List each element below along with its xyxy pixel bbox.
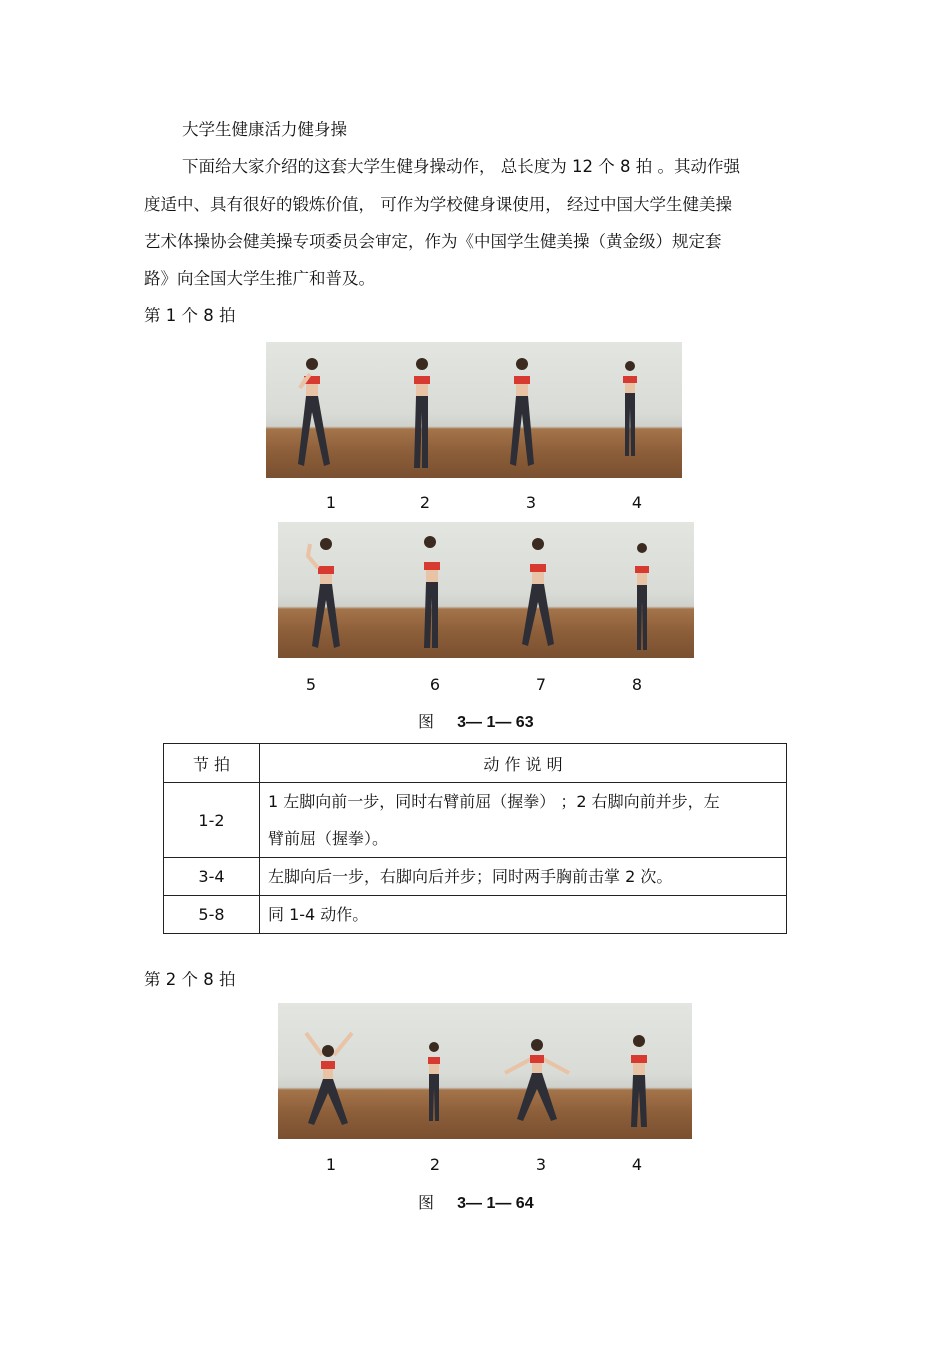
photo-label: 1 [325,493,337,512]
photo-strip-row-3 [278,1003,692,1139]
table-header-row [164,744,787,783]
table-row [164,896,787,934]
photo-label: 4 [631,493,643,512]
document-title: 大学生健康活力健身操 [182,120,347,139]
desc-line: 臂前屈（握拳）。 [268,829,389,848]
exercise-photo [278,1003,382,1139]
figure-caption-63 [418,709,534,732]
photo-strip-row-1 [266,342,682,478]
photo-label: 3 [535,1155,547,1174]
figure-caption-prefix: 图 [418,1193,435,1212]
exercise-photo [589,1003,693,1139]
exercise-photo [485,1003,589,1139]
exercise-photo [278,522,382,658]
section-1-heading: 第 1 个 8 拍 [144,306,236,325]
photo-label: 7 [535,675,547,694]
figure-caption-64 [418,1190,534,1213]
table-row [164,783,787,858]
intro-line-3: 艺术体操协会健美操专项委员会审定，作为《中国学生健美操（黄金级）规定套 [144,232,722,251]
photo-label: 4 [631,1155,643,1174]
table-cell-beat: 1-2 [164,783,260,858]
table-cell-desc: 同 1-4 动作。 [260,896,787,934]
figure-caption-prefix: 图 [418,712,435,731]
figure-caption-number: 3— 1— 63 [457,714,534,731]
photo-label: 6 [429,675,441,694]
exercise-photo [578,342,682,478]
section-2-heading: 第 2 个 8 拍 [144,970,236,989]
table-header-desc: 动 作 说 明 [260,744,787,783]
exercise-photo [474,342,578,478]
exercise-photo [266,342,370,478]
intro-line-1: 下面给大家介绍的这套大学生健身操动作， 总长度为 12 个 8 拍 。其动作强 [182,157,740,176]
photo-label: 8 [631,675,643,694]
photo-label: 2 [419,493,431,512]
exercise-photo [382,522,486,658]
photo-label: 3 [525,493,537,512]
table-row [164,858,787,896]
exercise-photo [486,522,590,658]
photo-label: 5 [305,675,317,694]
table-header-beat: 节 拍 [164,744,260,783]
photo-label: 2 [429,1155,441,1174]
desc-line: 1 左脚向前一步，同时右臂前屈（握拳） ；2 右脚向前并步，左 [268,792,720,811]
exercise-photo [590,522,694,658]
table-cell-desc: 左脚向后一步，右脚向后并步；同时两手胸前击掌 2 次。 [260,858,787,896]
photo-strip-row-2 [278,522,694,658]
intro-line-2: 度适中、具有很好的锻炼价值， 可作为学校健身课使用， 经过中国大学生健美操 [144,195,732,214]
exercise-photo [382,1003,486,1139]
intro-line-4: 路》向全国大学生推广和普及。 [144,269,375,288]
exercise-photo [370,342,474,478]
table-cell-beat: 5-8 [164,896,260,934]
table-cell-desc [260,783,787,858]
figure-caption-number: 3— 1— 64 [457,1195,534,1212]
movement-table [163,743,787,934]
table-cell-beat: 3-4 [164,858,260,896]
photo-label: 1 [325,1155,337,1174]
